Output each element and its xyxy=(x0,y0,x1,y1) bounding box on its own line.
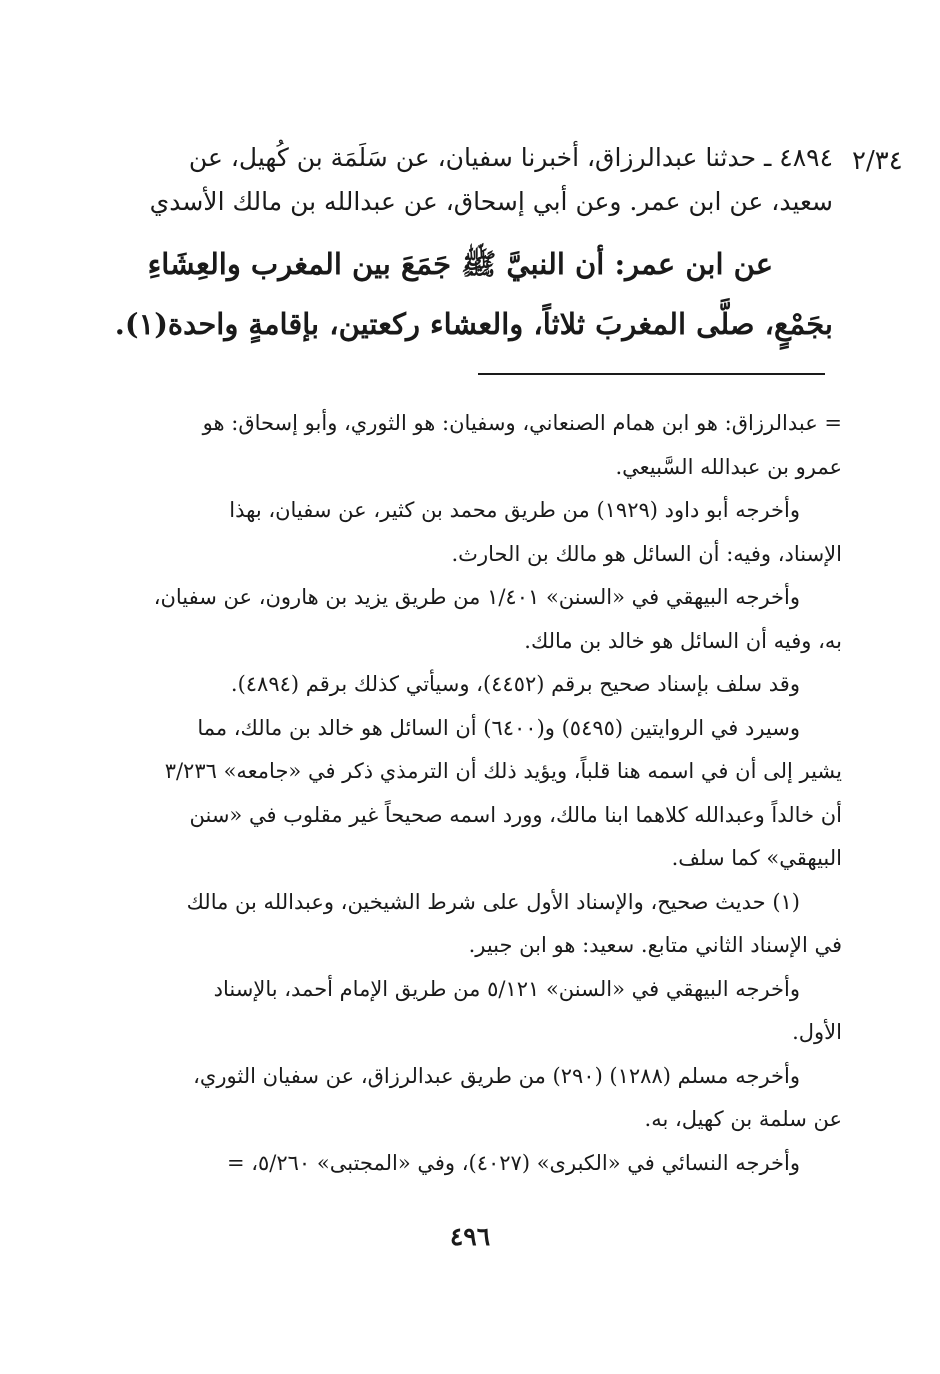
footnote-line: عن سلمة بن كهيل، به. xyxy=(644,1107,842,1131)
footnote-paragraph xyxy=(122,968,842,1055)
footnote-line: وأخرجه البيهقي في «السنن» ١/٤٠١ من طريق يزيد بن هارون، عن سفيان، xyxy=(153,585,800,609)
footnotes xyxy=(122,402,842,1185)
footnote-line: وأخرجه أبو داود (١٩٢٩) من طريق محمد بن كثير، عن سفيان، بهذا xyxy=(229,498,800,522)
hadith-matn xyxy=(114,234,833,354)
footnote-line: يشير إلى أن في اسمه هنا قلباً، ويؤيد ذلك أن الترمذي ذكر في «جامعه» ٣/٢٣٦ xyxy=(164,759,842,783)
footnote-line: = عبدالرزاق: هو ابن همام الصنعاني، وسفيان: هو الثوري، وأبو إسحاق: هو xyxy=(202,411,842,435)
footnote-paragraph xyxy=(122,1055,842,1142)
footnote-line: أن خالداً وعبدالله كلاهما ابنا مالك، وورد اسمه صحيحاً غير مقلوب في «سنن xyxy=(189,802,842,827)
footnote-paragraph xyxy=(122,1142,842,1186)
footnote-line: وسيرد في الروايتين (٥٤٩٥) و(٦٤٠٠) أن السائل هو خالد بن مالك، مما xyxy=(197,715,800,740)
footnote-paragraph xyxy=(122,707,842,881)
footnote-line: وأخرجه مسلم (١٢٨٨) (٢٩٠) من طريق عبدالرزاق، عن سفيان الثوري، xyxy=(193,1063,800,1088)
footnote-line: في الإسناد الثاني متابع. سعيد: هو ابن جبير. xyxy=(468,933,842,957)
footnote-line: الإسناد، وفيه: أن السائل هو مالك بن الحارث. xyxy=(451,541,842,566)
footnote-paragraph xyxy=(122,402,842,489)
matn-line-2: بجَمْعٍ، صلَّى المغربَ ثلاثاً، والعشاء ركعتين، بإقامةٍ واحدة(١). xyxy=(114,307,833,341)
footnote-line: وأخرجه البيهقي في «السنن» ٥/١٢١ من طريق الإمام أحمد، بالإسناد xyxy=(213,976,800,1001)
footnote-paragraph xyxy=(122,576,842,663)
hadith-isnad xyxy=(128,136,833,224)
footnote-line: به، وفيه أن السائل هو خالد بن مالك. xyxy=(524,628,842,653)
footnote-paragraph xyxy=(122,881,842,968)
isnad-line-2: سعيد، عن ابن عمر. وعن أبي إسحاق، عن عبدالله بن مالك الأسدي xyxy=(149,187,833,216)
footnote-divider xyxy=(478,373,825,375)
isnad-line-1: ٤٨٩٤ ـ حدثنا عبدالرزاق، أخبرنا سفيان، عن سَلَمَة بن كُهيل، عن xyxy=(188,143,833,172)
matn-line-1: عن ابن عمر: أن النبيَّ ﷺ جَمَعَ بين المغرب والعِشَاءِ xyxy=(147,247,773,281)
footnote-line: عمرو بن عبدالله السَّبيعي. xyxy=(615,454,842,479)
margin-reference: ٢/٣٤ xyxy=(852,146,903,176)
footnote-paragraph xyxy=(122,663,842,707)
footnote-paragraph xyxy=(122,489,842,576)
footnote-line: وأخرجه النسائي في «الكبرى» (٤٠٢٧)، وفي «المجتبى» ٥/٢٦٠، = xyxy=(226,1150,800,1175)
footnote-line: (١) حديث صحيح، والإسناد الأول على شرط الشيخين، وعبدالله بن مالك xyxy=(186,889,800,914)
footnote-line: الأول. xyxy=(792,1020,842,1044)
footnote-line: وقد سلف بإسناد صحيح برقم (٤٤٥٢)، وسيأتي كذلك برقم (٤٨٩٤). xyxy=(230,672,800,696)
page-number: ٤٩٦ xyxy=(449,1222,491,1251)
footnote-line: البيهقي» كما سلف. xyxy=(671,846,842,870)
